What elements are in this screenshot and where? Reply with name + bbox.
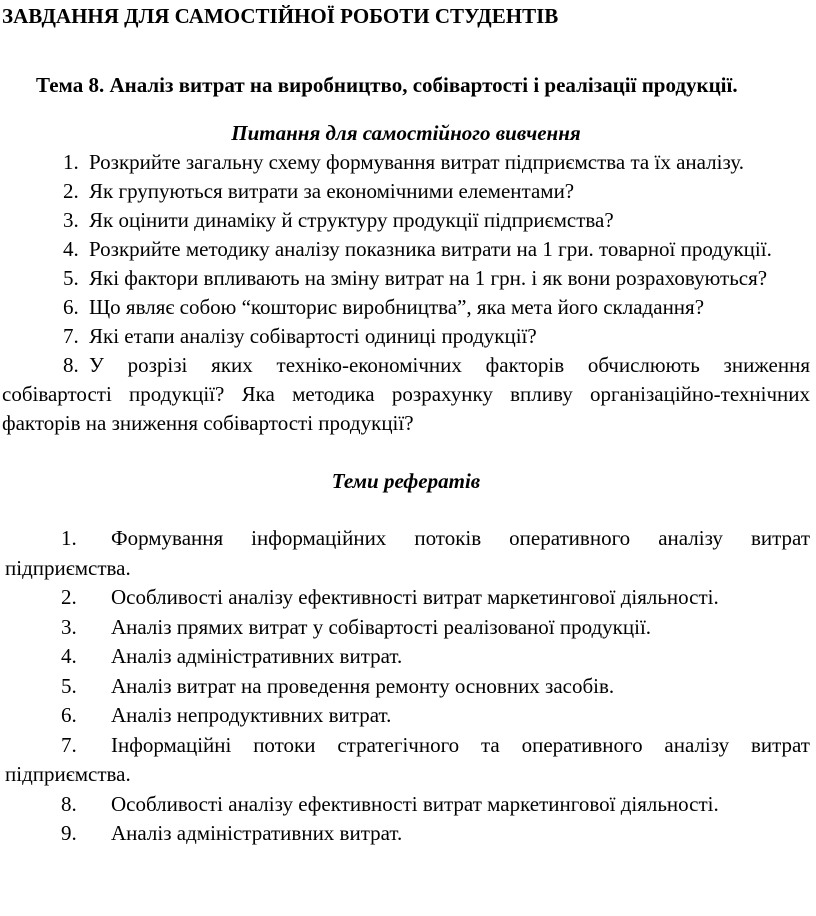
list-item-text: Особливості аналізу ефективності витрат маркетингової діяльності.: [111, 791, 719, 816]
abstracts-list: [2, 524, 810, 849]
list-item: [2, 642, 810, 672]
list-item-number: 8.: [61, 791, 77, 816]
abstracts-section-title: Теми рефератів: [331, 469, 481, 493]
list-item-text: Розкрийте загальну схему формування витрат підприємства та їх аналізу.: [89, 150, 744, 174]
list-item: [2, 177, 810, 206]
list-item-number: 8.: [63, 353, 79, 377]
list-item-text: Аналіз витрат на проведення ремонту основних засобів.: [111, 673, 615, 698]
document-header: ЗАВДАННЯ ДЛЯ САМОСТІЙНОЇ РОБОТИ СТУДЕНТІВ: [2, 4, 559, 28]
list-item: [2, 583, 810, 613]
list-item-number: 1.: [63, 150, 79, 174]
list-item-number: 4.: [61, 644, 77, 668]
list-item-number: 5.: [61, 673, 77, 698]
list-item-number: 9.: [61, 821, 77, 845]
list-item: [2, 613, 810, 643]
list-item-text: Аналіз адміністративних витрат.: [111, 644, 403, 668]
questions-section-title: Питання для самостійного вивчення: [231, 121, 581, 145]
list-item-number: 7.: [63, 324, 79, 348]
list-item-number: 4.: [63, 237, 79, 261]
list-item-number: 5.: [63, 266, 79, 290]
list-item: [2, 293, 810, 322]
list-item-number: 6.: [61, 703, 77, 727]
list-item-text: Як групуються витрати за економічними елементами?: [89, 179, 575, 203]
list-item-text: Інформаційні потоки стратегічного та оперативного аналізу витрат підприємства.: [5, 732, 810, 786]
list-item-number: 2.: [63, 179, 79, 203]
list-item-text: Як оцінити динаміку й структуру продукції підприємства?: [89, 208, 614, 232]
list-item-text: Аналіз непродуктивних витрат.: [111, 703, 392, 727]
list-item: [2, 701, 810, 731]
list-item: [2, 819, 810, 849]
list-item: [2, 264, 810, 293]
list-item-text: Розкрийте методику аналізу показника витрати на 1 гри. товарної продукції.: [89, 237, 772, 261]
questions-list: [2, 148, 810, 438]
list-item-text: Що являє собою “кошторис виробництва”, яка мета його складання?: [89, 295, 705, 319]
topic-title: Тема 8. Аналіз витрат на виробництво, собівартості і реалізації продукції.: [36, 73, 738, 97]
list-item-text: Особливості аналізу ефективності витрат маркетингової діяльності.: [111, 585, 719, 609]
list-item-number: 3.: [61, 614, 77, 639]
list-item-number: 1.: [61, 526, 77, 550]
list-item-number: 7.: [61, 732, 77, 757]
list-item: [2, 524, 810, 583]
list-item: [2, 322, 810, 351]
list-item: [2, 790, 810, 820]
list-item: [2, 206, 810, 235]
list-item-number: 2.: [61, 585, 77, 609]
list-item-text: Аналіз адміністративних витрат.: [111, 821, 403, 845]
list-item: [2, 731, 810, 790]
list-item: [2, 672, 810, 702]
list-item-text: Які фактори впливають на зміну витрат на 1 грн. і як вони розраховуються?: [89, 266, 768, 290]
list-item: [2, 351, 810, 438]
list-item-text: Які етапи аналізу собівартості одиниці продукції?: [89, 324, 537, 348]
list-item: [2, 148, 810, 177]
list-item-text: Формування інформаційних потоків оперативного аналізу витрат підприємства.: [5, 526, 810, 580]
list-item-text: У розрізі яких техніко-економічних факторів обчислюють зниження собівартості продукції? Яка методика розрахунку впливу організаційно-технічних факторів на зниження собівартості продукції?: [2, 353, 810, 435]
list-item-number: 3.: [63, 208, 79, 232]
list-item: [2, 235, 810, 264]
list-item-number: 6.: [63, 295, 79, 319]
list-item-text: Аналіз прямих витрат у собівартості реалізованої продукції.: [111, 614, 652, 639]
